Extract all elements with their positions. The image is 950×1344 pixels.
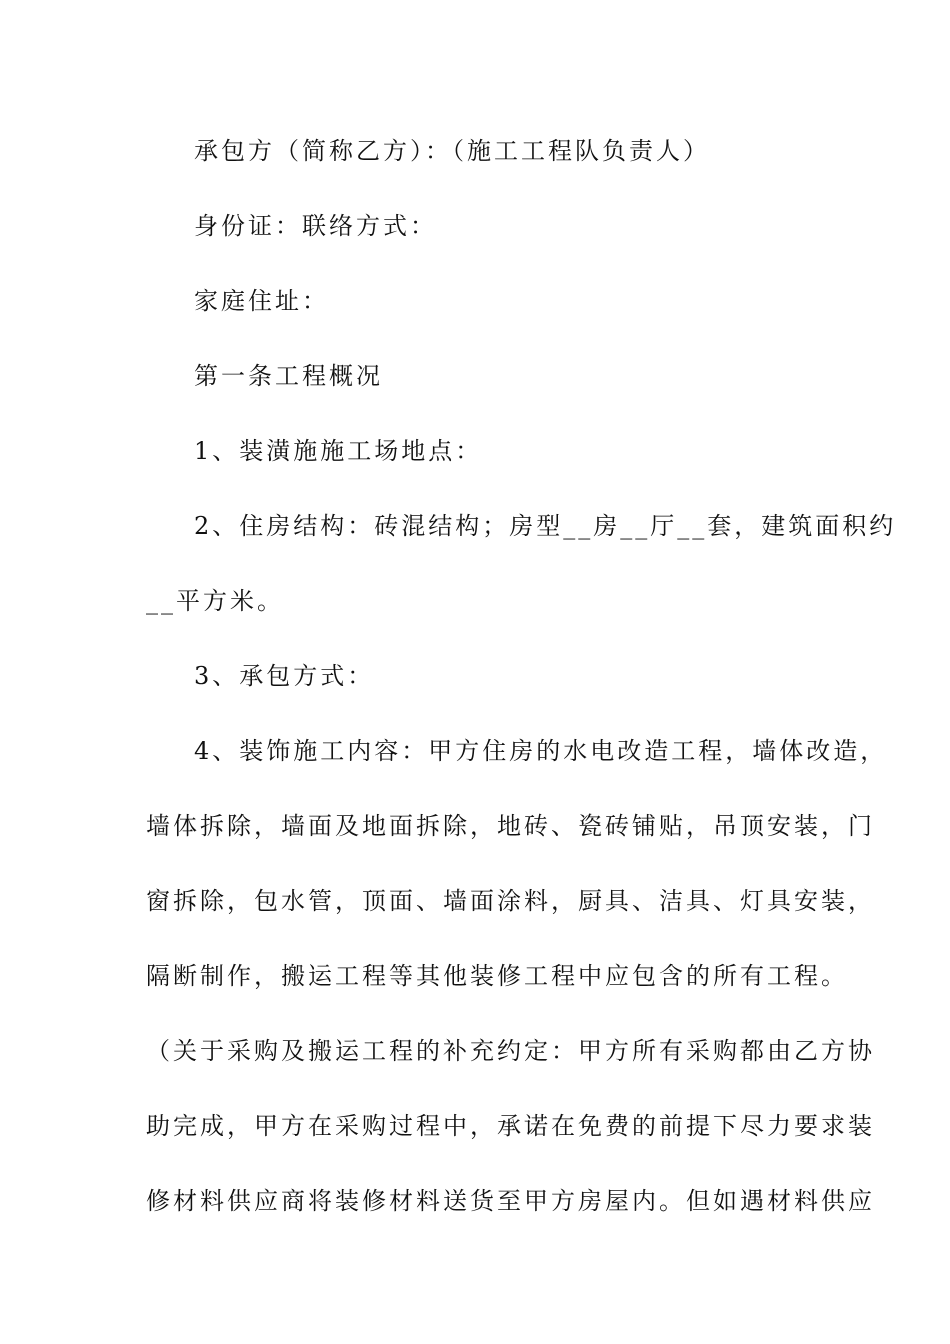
clause-4-continuation-1: 墙体拆除，墙面及地面拆除，地砖、瓷砖铺贴，吊顶安装，门 [146,812,875,840]
clause-4-continuation-2: 窗拆除，包水管，顶面、墙面涂料，厨具、洁具、灯具安装， [146,887,875,915]
procurement-note-line-2: 助完成，甲方在采购过程中，承诺在免费的前提下尽力要求装 [146,1112,875,1140]
clause-4-continuation-3: 隔断制作，搬运工程等其他装修工程中应包含的所有工程。 [146,962,848,990]
procurement-note-line-1: （关于采购及搬运工程的补充约定：甲方所有采购都由乙方协 [146,1037,875,1065]
clause-2-continuation: __平方米。 [146,587,284,615]
home-address-line: 家庭住址： [194,287,329,315]
clause-2-line: 2、住房结构：砖混结构；房型__房__厅__套，建筑面积约 [194,512,897,540]
clause-1-line: 1、装潢施施工场地点： [194,437,483,465]
contractor-line: 承包方（简称乙方）：（施工工程队负责人） [194,137,710,165]
clause-4-line: 4、装饰施工内容：甲方住房的水电改造工程，墙体改造， [194,737,888,765]
procurement-note-line-3: 修材料供应商将装修材料送货至甲方房屋内。但如遇材料供应 [146,1187,875,1215]
article-one-heading: 第一条工程概况 [194,362,383,390]
id-contact-line: 身份证：联络方式： [194,212,437,240]
clause-3-line: 3、承包方式： [194,662,375,690]
